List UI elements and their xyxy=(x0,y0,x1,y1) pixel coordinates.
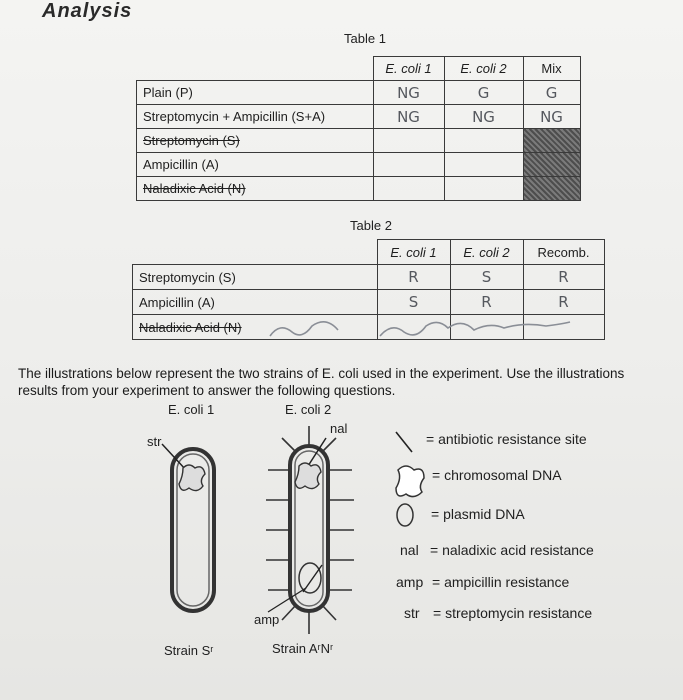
row-label: Naladixic Acid (N) xyxy=(137,177,374,201)
legend-item: = antibiotic resistance site xyxy=(426,431,587,447)
strain2-title: E. coli 2 xyxy=(285,402,332,417)
plasmid-icon xyxy=(299,563,321,593)
result-cell[interactable]: NG xyxy=(373,105,444,129)
plasmid-icon xyxy=(397,504,413,526)
row-label: Streptomycin + Ampicillin (S+A) xyxy=(137,105,374,129)
result-cell[interactable]: NG xyxy=(523,105,580,129)
result-cell[interactable]: R xyxy=(523,265,604,290)
strain2-name: Strain AʳNʳ xyxy=(272,641,334,656)
result-cell[interactable]: NG xyxy=(444,105,523,129)
chromosome-icon xyxy=(295,463,321,489)
result-cell[interactable]: NG xyxy=(373,81,444,105)
column-header: Recomb. xyxy=(523,240,604,265)
column-header: Mix xyxy=(523,57,580,81)
amp-label: amp xyxy=(254,612,280,627)
legend-item: = ampicillin resistance xyxy=(432,574,570,590)
chromosome-icon xyxy=(396,466,424,497)
table2-caption: Table 2 xyxy=(350,218,392,233)
legend-symbol: str xyxy=(404,605,420,621)
row-label: Plain (P) xyxy=(137,81,374,105)
row-label: Streptomycin (S) xyxy=(133,265,378,290)
page-heading: Analysis xyxy=(42,0,133,22)
legend-symbol: amp xyxy=(396,574,424,590)
column-header: E. coli 1 xyxy=(373,57,444,81)
result-cell[interactable]: R xyxy=(450,290,523,315)
nal-label: nal xyxy=(330,421,348,436)
column-header: E. coli 2 xyxy=(444,57,523,81)
legend-symbol: nal xyxy=(400,542,419,558)
result-cell[interactable]: G xyxy=(444,81,523,105)
str-label: str xyxy=(147,434,162,449)
result-cell[interactable]: S xyxy=(450,265,523,290)
strain1-name: Strain Sʳ xyxy=(164,643,214,658)
column-header: E. coli 2 xyxy=(450,240,523,265)
result-cell[interactable]: R xyxy=(377,265,450,290)
ecoli1-cell xyxy=(162,444,214,611)
strain1-title: E. coli 1 xyxy=(168,402,215,417)
legend-item: = chromosomal DNA xyxy=(432,467,562,483)
row-label: Ampicillin (A) xyxy=(133,290,378,315)
result-cell[interactable]: G xyxy=(523,81,580,105)
legend-item: = plasmid DNA xyxy=(431,506,525,522)
row-label: Ampicillin (A) xyxy=(137,153,374,177)
row-label: Streptomycin (S) xyxy=(137,129,374,153)
legend-item: = naladixic acid resistance xyxy=(430,542,594,558)
result-cell[interactable]: R xyxy=(523,290,604,315)
row-label: Naladixic Acid (N) xyxy=(133,315,378,340)
result-cell[interactable]: S xyxy=(377,290,450,315)
ecoli2-cell xyxy=(266,426,354,634)
legend-item: = streptomycin resistance xyxy=(433,605,593,621)
column-header: E. coli 1 xyxy=(377,240,450,265)
instructions-text: The illustrations below represent the two strains of E. coli used in the experiment. Use the illustrations results from your experiment to answer the following questions. xyxy=(18,366,625,398)
chromosome-icon xyxy=(179,465,205,491)
table1-caption: Table 1 xyxy=(344,31,386,46)
resistance-site-icon xyxy=(396,432,412,452)
